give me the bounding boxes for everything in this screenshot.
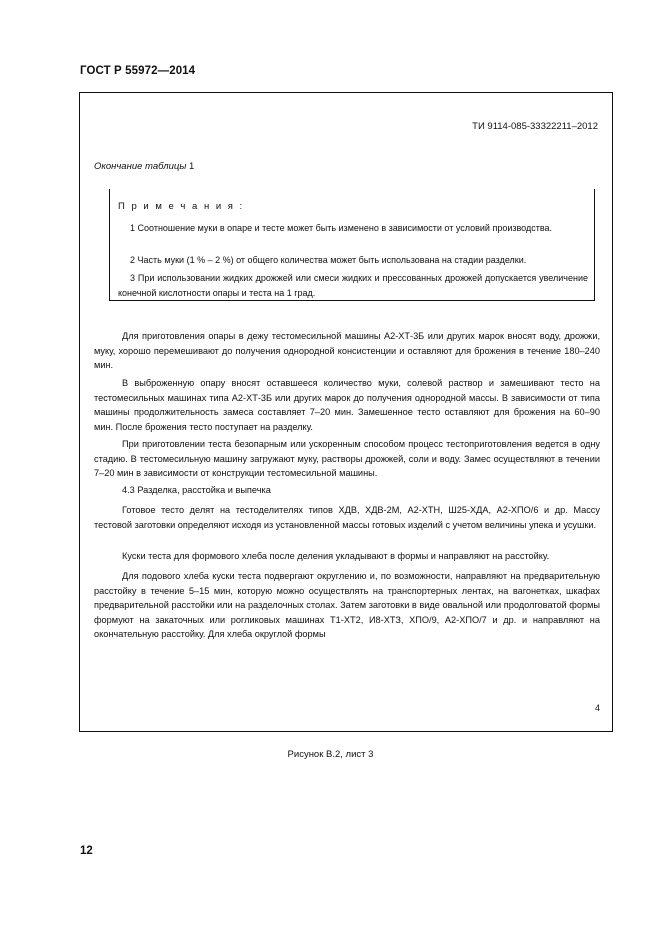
- note-item: 2 Часть муки (1 % – 2 %) от общего количества может быть использована на стадии разделки.: [130, 255, 527, 265]
- paragraph-sponge-preparation: Для приготовления опары в дежу тестомесильной машины А2-ХТ-3Б или других марок вносят воду, дрожжи, муку, хорошо перемешивают до получения однородной консистенции и оставляют для брожения в течение 180–240 мин.: [94, 331, 600, 370]
- frame-page-number: 4: [594, 703, 600, 713]
- paragraph-pan-bread: Куски теста для формового хлеба после деления укладывают в формы и направляют на расстойку.: [122, 551, 550, 561]
- page-number: 12: [80, 845, 93, 857]
- table-number: 1: [188, 161, 195, 172]
- note-item: 3 При использовании жидких дрожжей или смеси жидких и прессованных дрожжей допускается увеличение конечной кислотности опары и теста на 1 град.: [118, 273, 588, 298]
- drawing-frame: [79, 92, 613, 732]
- document-code: ТИ 9114-085-33322211–2012: [472, 121, 598, 132]
- table-continuation-text: Окончание таблицы: [94, 161, 187, 172]
- paragraph-dividing: Готовое тесто делят на тестоделителях типов ХДВ, ХДВ-2М, А2-ХТН, Ш25-ХДА, А2-ХПО/6 и др. Массу тестовой заготовки определяют исходя из установленной массы готовых изделий с учетом величины упека и усушки.: [94, 505, 600, 530]
- note-item: 1 Соотношение муки в опаре и тесте может быть изменено в зависимости от условий производства.: [130, 223, 553, 233]
- section-heading: 4.3 Разделка, расстойка и выпечка: [122, 485, 271, 495]
- notes-box: [109, 189, 595, 301]
- notes-title: П р и м е ч а н и я :: [118, 201, 245, 212]
- paragraph-dough-kneading: В выброженную опару вносят оставшееся количество муки, солевой раствор и замешивают тесто на тестомесильных машинах типа А2-ХТ-3Б или других марок до получения однородной массы. В зависимости от типа машины продолжительность замеса составляет 7–20 мин. Замешенное тесто оставляют для брожения на 60–90 мин. После брожения тесто поступает на разделку.: [94, 378, 600, 432]
- table-continuation-label: [94, 161, 194, 172]
- paragraph-hearth-bread: Для подового хлеба куски теста подвергают округлению и, по возможности, направляют на предварительную расстойку в течение 5–15 мин, которую можно осуществлять на транспортерных лентах, на вагонетках, шкафах предварительной расстойки или на разделочных столах. Затем заготовки в виде овальной или продолговатой формы формуют на закаточных или рогликовых машинах Т1-ХТ2, И8-ХТЗ, ХПО/9, А2-ХПО/7 и др. и направляют на окончательную расстойку. Для хлеба округлой формы: [94, 571, 600, 639]
- figure-caption: Рисунок В.2, лист 3: [287, 749, 374, 760]
- paragraph-straight-dough: При приготовлении теста безопарным или ускоренным способом процесс тестоприготовления ведется в одну стадию. В тестомесильную машину загружают муку, растворы дрожжей, соли и воду. Замес осуществляют в течении 7–20 мин в зависимости от конструкции тестомесильной машины.: [94, 439, 600, 478]
- standard-header: ГОСТ Р 55972—2014: [80, 65, 196, 77]
